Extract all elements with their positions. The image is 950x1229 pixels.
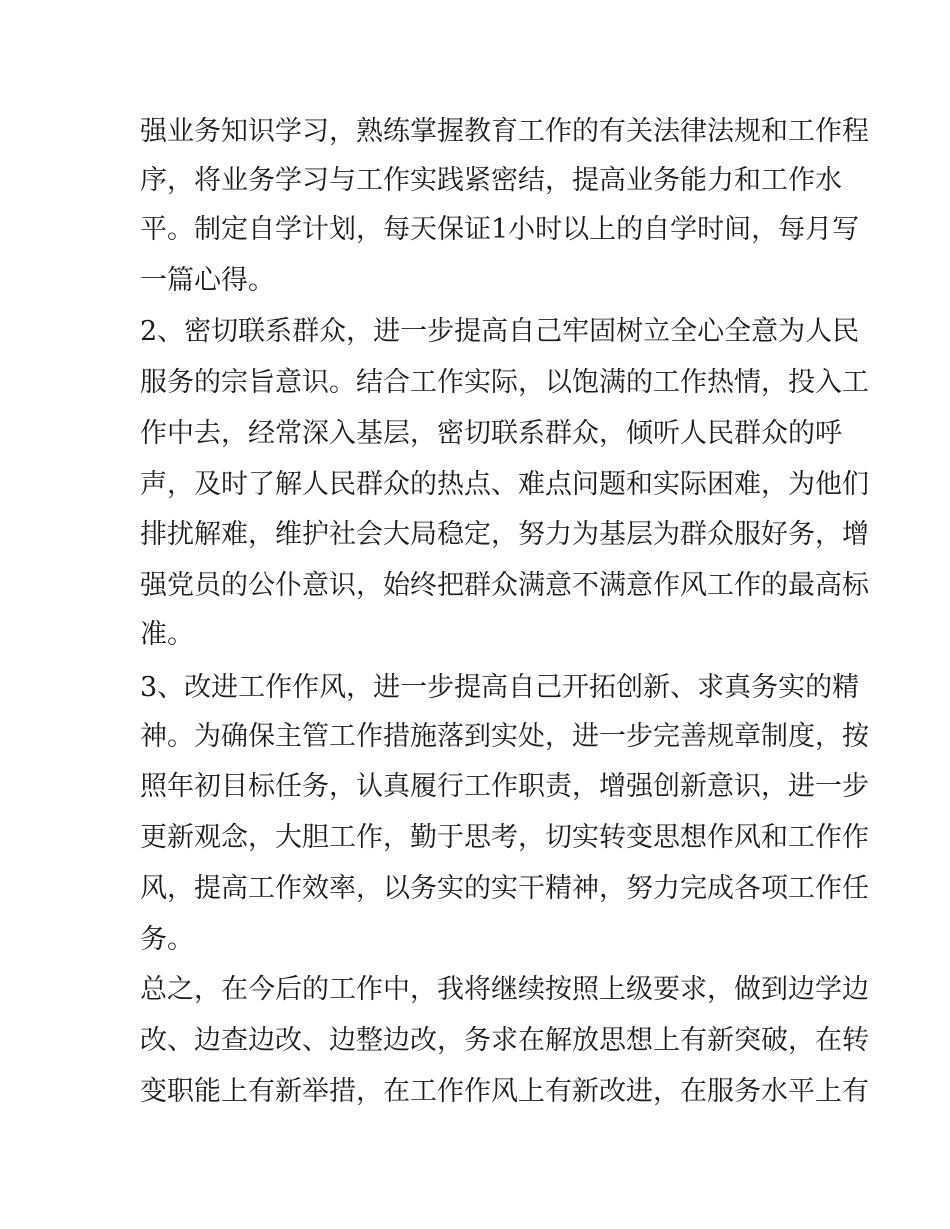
text-line: 作中去，经常深入基层，密切联系群众，倾听人民群众的呼 xyxy=(140,418,842,449)
text-line: 照年初目标任务，认真履行工作职责，增强创新意识，进一步 xyxy=(140,771,869,802)
text-line: 更新观念，大胆工作，勤于思考，切实转变思想作风和工作作 xyxy=(140,822,869,853)
text-line: 平。制定自学计划，每天保证1小时以上的自学时间，每月写 xyxy=(140,214,860,245)
text-line: 3、改进工作作风，进一步提高自己开拓创新、求真务实的精 xyxy=(140,672,860,703)
text-line: 变职能上有新举措，在工作作风上有新改进，在服务水平上有 xyxy=(140,1076,869,1107)
text-line: 务。 xyxy=(140,924,194,955)
text-line: 强业务知识学习，熟练掌握教育工作的有关法律法规和工作程 xyxy=(140,116,869,147)
text-line: 2、密切联系群众，进一步提高自己牢固树立全心全意为人民 xyxy=(140,316,860,347)
text-line: 改、边查边改、边整边改，务求在解放思想上有新突破，在转 xyxy=(140,1025,869,1056)
text-line: 准。 xyxy=(140,619,194,650)
text-line: 服务的宗旨意识。结合工作实际，以饱满的工作热情，投入工 xyxy=(140,367,869,398)
text-line: 声，及时了解人民群众的热点、难点问题和实际困难，为他们 xyxy=(140,469,869,500)
text-line: 强党员的公仆意识，始终把群众满意不满意作风工作的最高标 xyxy=(140,570,869,601)
text-line: 风，提高工作效率，以务实的实干精神，努力完成各项工作任 xyxy=(140,873,869,904)
text-line: 一篇心得。 xyxy=(140,265,275,296)
text-line: 神。为确保主管工作措施落到实处，进一步完善规章制度，按 xyxy=(140,721,869,752)
text-line: 总之，在今后的工作中，我将继续按照上级要求，做到边学边 xyxy=(140,974,869,1005)
text-line: 排扰解难，维护社会大局稳定，努力为基层为群众服好务，增 xyxy=(140,519,869,550)
text-line: 序，将业务学习与工作实践紧密结，提高业务能力和工作水 xyxy=(140,165,842,196)
